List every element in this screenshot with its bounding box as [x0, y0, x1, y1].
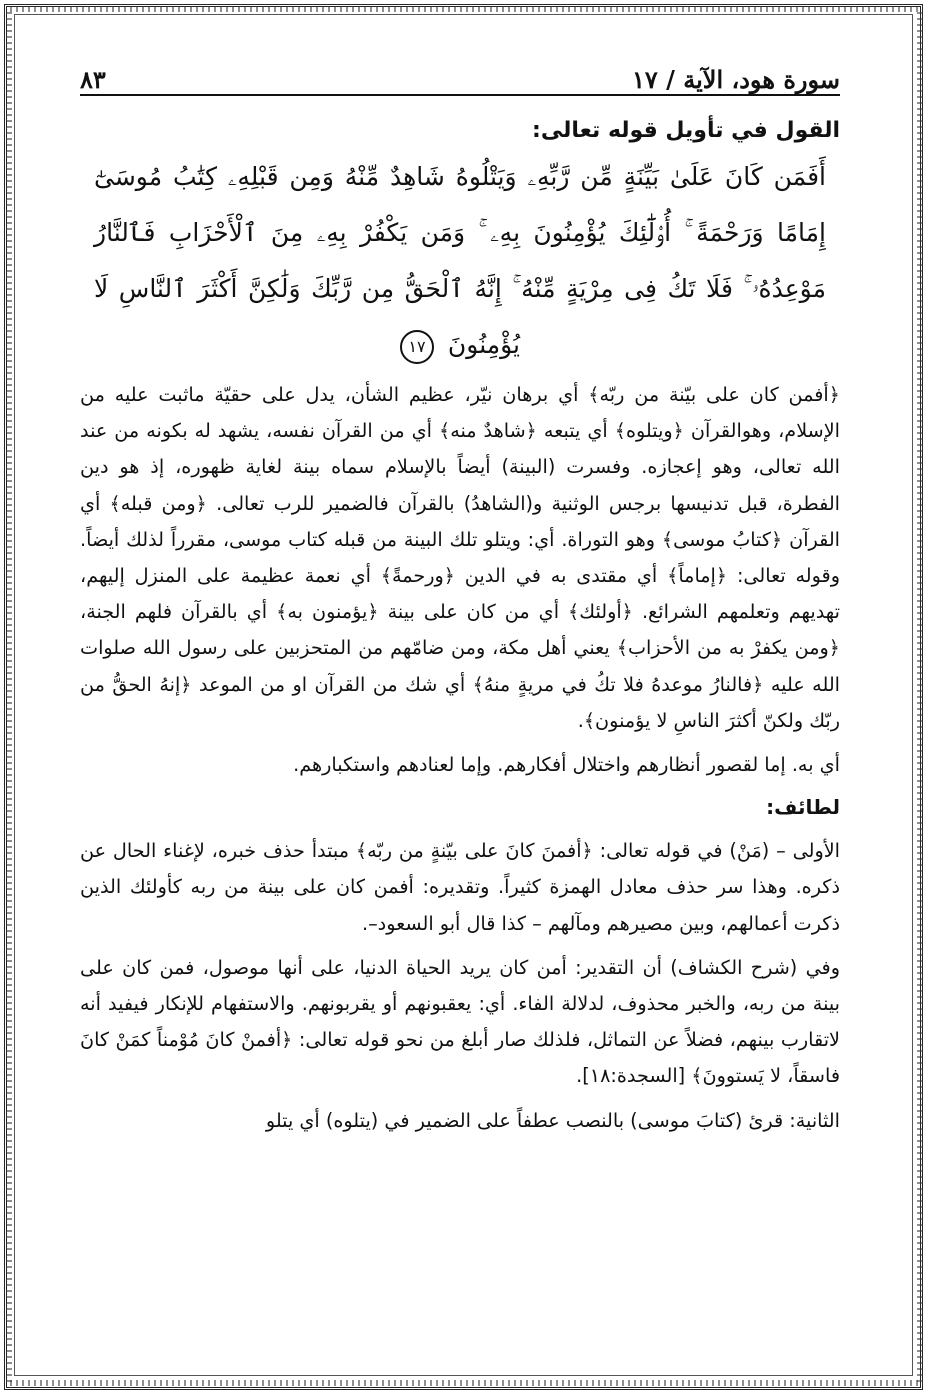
border-ornament-right — [917, 10, 923, 1382]
page-header — [80, 50, 840, 96]
lataif-paragraph-2: وفي (شرح الكشاف) أن التقدير: أمن كان يريد الحياة الدنيا، على أنها موصول، فمن كان على بينة من ربه، والخبر محذوف، لدلالة الفاء. أي: يعقبونهم أو يقربونهم. والاستفهام للإنكار فيفيد أنه لاتقارب بينهم، فضلاً عن التماثل، فلذلك صار أبلغ من نحو قوله تعالى: ﴿أفمنْ كانَ مُوْمناً كمَنْ كانَ فاسقاً، لا يَستوونَ﴾ [السجدة:١٨]. — [80, 955, 840, 1088]
tafsir-paragraph-2: أي به. إما لقصور أنظارهم واختلال أفكارهم. وإما لعنادهم واستكبارهم. — [293, 753, 840, 777]
border-ornament-bottom — [10, 1380, 923, 1386]
page-content — [80, 50, 840, 1139]
border-ornament-top — [10, 6, 923, 12]
verse-text: أَفَمَن كَانَ عَلَىٰ بَيِّنَةٍ مِّن رَّبِّهِۦ وَيَتْلُوهُ شَاهِدٌ مِّنْهُ وَمِن قَبْلِهِۦ كِتَٰبُ مُوسَىٰٓ إِمَامًا وَرَحْمَةً ۚ أُو۟لَٰٓئِكَ يُؤْمِنُونَ بِهِۦ ۚ وَمَن يَكْفُرْ بِهِۦ مِنَ ٱلْأَحْزَابِ فَٱلنَّارُ مَوْعِدُهُۥ ۚ فَلَا تَكُ فِى مِرْيَةٍ مِّنْهُ ۚ إِنَّهُ ٱلْحَقُّ مِن رَّبِّكَ وَلَٰكِنَّ أَكْثَرَ ٱلنَّاسِ لَا يُؤْمِنُونَ — [94, 162, 826, 359]
tafsir-paragraph-1: ﴿أفمن كان على بيّنة من ربّه﴾ أي برهان نيّر، عظيم الشأن، يدل على حقيّة ماثبت عليه من الإسلام، وهوالقرآن ﴿ويتلوه﴾ أي يتبعه ﴿شاهدٌ منه﴾ أي من القرآن نفسه، يشهد له بكونه من عند الله تعالى، وهو إعجازه. وفسرت (البينة) أيضاً بالإسلام سماه بينة لغاية ظهوره، إذ هو دين الفطرة، قبل تدنيسها برجس الوثنية و(الشاهدُ) بالقرآن فالضمير للرب تعالى. ﴿ومن قبله﴾ أي القرآن ﴿كتابُ موسى﴾ وهو التوراة. أي: ويتلو تلك البينة من قبله كتاب موسى، مقرراً لذلك أيضاً. وقوله تعالى: ﴿إماماً﴾ أي مقتدى به في الدين ﴿ورحمةً﴾ أي نعمة عظيمة على المنزل إليهم، تهديهم وتعلمهم الشرائع. ﴿أولئك﴾ أي من كان على بينة ﴿يؤمنون به﴾ أي بالقرآن فلهم الجنة، ﴿ومن يكفرْ به من الأحزاب﴾ يعني أهل مكة، ومن ضامّهم من المتحزبين على رسول الله صلوات الله عليه ﴿فالنارُ موعدهُ فلا تكُ في مريةٍ منهُ﴾ أي شك من القرآن او من الموعد ﴿إنهُ الحقُّ من ربّك ولكنّ أكثرَ الناسِ لا يؤمنون﴾. — [80, 383, 840, 732]
verse-number-marker: ١٧ — [400, 330, 434, 364]
lataif-paragraph-1: الأولى – (مَنْ) في قوله تعالى: ﴿أفمنَ كانَ على بيّنةٍ من ربّه﴾ مبتدأ حذف خبره، لإغناء الحال عن ذكره. وهذا سر حذف معادل الهمزة كثيراً. وتقديره: أفمن كان على بينة من ربه كأولئك الذين ذكرت أعمالهم، وبين مصيرهم ومآلهم – كذا قال أبو السعود–. — [80, 839, 840, 935]
lataif-paragraph-3: الثانية: قرئ (كتابَ موسى) بالنصب عطفاً على الضمير في (يتلوه) أي يتلو — [265, 1108, 840, 1132]
quran-verse — [94, 149, 826, 373]
page-number: ٨٣ — [80, 65, 106, 94]
border-ornament-left — [6, 10, 12, 1382]
surah-title: سورة هود، الآية / ١٧ — [631, 65, 840, 94]
lataif-heading: لطائف: — [766, 795, 840, 820]
section-heading: القول في تأويل قوله تعالى: — [532, 118, 840, 143]
